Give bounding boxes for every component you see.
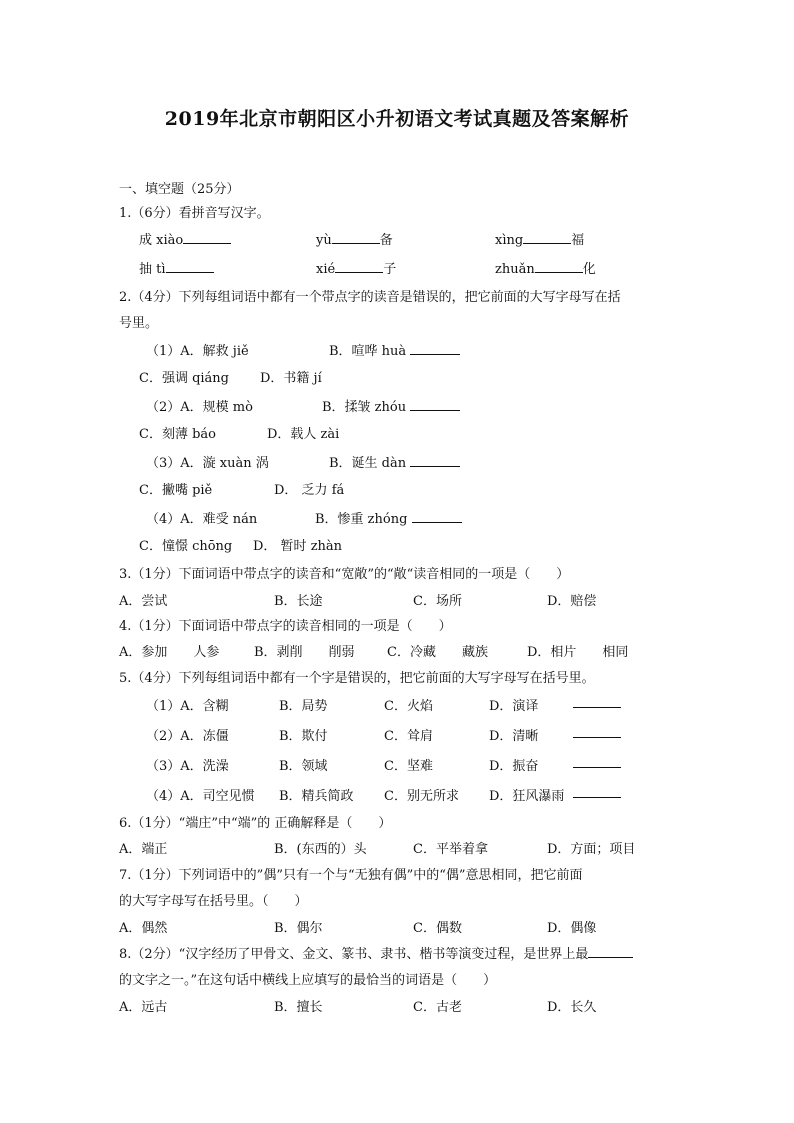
q7-option-b: B．偶尔: [274, 921, 323, 936]
q5-option: D．狂风瀑雨: [489, 789, 565, 804]
q5-option: B．领域: [279, 759, 328, 774]
q4-option-a: A．参加 人参: [119, 645, 220, 660]
question-6-stem: 6.（1分）“端庄”中“端”的 正确解释是（ ）: [119, 816, 392, 831]
question-2-stem-cont: 号里。: [119, 316, 159, 331]
q4-option-c: C．冷藏 藏族: [387, 645, 488, 660]
question-1-stem: 1.（6分）看拼音写汉字。: [119, 206, 270, 221]
answer-blank[interactable]: [573, 725, 621, 742]
q5-option: C．火焰: [384, 699, 433, 714]
q2-option: B．揉皱 zhóu: [322, 396, 460, 415]
question-4-stem: 4.（1分）下面词语中带点字的读音相同的一项是（ ）: [119, 619, 452, 634]
q2-option: C．撇嘴 piě: [139, 483, 213, 498]
q1-item: xìng 福: [495, 233, 585, 248]
question-8-stem-cont: 的文字之一。”在这句话中横线上应填写的最恰当的词语是（ ）: [119, 973, 497, 988]
q2-option: C．强调 qiáng: [139, 371, 230, 386]
answer-blank[interactable]: [183, 231, 231, 244]
q5-option: C．耸肩: [384, 729, 433, 744]
section-heading: 一、填空题（25分）: [119, 182, 240, 197]
q1-item: 成 xiào: [139, 229, 231, 248]
q1-item: yù 备: [316, 233, 393, 248]
q2-option: B．诞生 dàn: [329, 452, 460, 471]
question-3-stem: 3.（1分）下面词语中带点字的读音和“宽敞”的“敞“读音相同的一项是（ ）: [119, 567, 570, 582]
q2-option: （4）A．难受 nán: [146, 512, 258, 527]
q8-option-c: C．古老: [413, 1000, 462, 1015]
q5-option: B．欺付: [279, 729, 328, 744]
q5-option: C．坚难: [384, 759, 433, 774]
q5-option: D．演译: [489, 699, 539, 714]
q3-option-c: C．场所: [413, 594, 462, 609]
q2-option: B．喧哗 huà: [329, 340, 460, 359]
q6-option-b: B．(东西的）头: [274, 842, 367, 857]
answer-blank[interactable]: [166, 260, 214, 273]
q5-option: （4）A．司空见惯: [146, 789, 255, 804]
q2-option: D．书籍 jí: [260, 371, 322, 386]
q7-option-d: D．偶像: [547, 921, 597, 936]
q2-option: C．刻薄 báo: [139, 427, 216, 442]
q5-option: C．别无所求: [384, 789, 459, 804]
q5-option: （2）A．冻僵: [146, 729, 229, 744]
answer-blank[interactable]: [523, 231, 571, 244]
q1-item: zhuǎn 化: [495, 262, 596, 277]
q7-option-a: A．偶然: [119, 921, 168, 936]
q7-option-c: C．偶数: [413, 921, 462, 936]
q1-item: xié 子: [316, 262, 397, 277]
q4-option-b: B．剥削 削弱: [254, 645, 355, 660]
answer-blank[interactable]: [588, 945, 633, 958]
answer-blank[interactable]: [573, 755, 621, 772]
answer-blank[interactable]: [410, 398, 460, 411]
q5-option: （1）A．含糊: [146, 699, 229, 714]
q4-option-d: D．相片 相同: [527, 645, 629, 660]
q3-option-a: A．尝试: [119, 594, 168, 609]
answer-blank[interactable]: [410, 342, 460, 355]
answer-blank[interactable]: [335, 260, 383, 273]
question-5-stem: 5.（4分）下列每组词语中都有一个字是错误的，把它前面的大写字母写在括号里。: [119, 671, 595, 686]
q5-option: B．局势: [279, 699, 328, 714]
answer-blank[interactable]: [573, 695, 621, 712]
q5-option: （3）A．洗澡: [146, 759, 229, 774]
q2-option: D．载人 zài: [267, 427, 340, 442]
answer-blank[interactable]: [410, 454, 460, 467]
q2-option: D． 乏力 fá: [274, 483, 345, 498]
answer-blank[interactable]: [573, 785, 621, 802]
q3-option-b: B．长途: [274, 594, 323, 609]
q8-option-b: B．擅长: [274, 1000, 323, 1015]
q6-option-c: C．平举着拿: [413, 842, 488, 857]
q8-option-d: D．长久: [547, 1000, 597, 1015]
question-2-stem: 2.（4分）下列每组词语中都有一个带点字的读音是错误的，把它前面的大写字母写在括: [119, 290, 621, 305]
q8-option-a: A．远古: [119, 1000, 168, 1015]
q6-option-d: D．方面；项目: [547, 842, 636, 857]
q2-option: D． 暂时 zhàn: [253, 539, 343, 554]
q3-option-d: D．赔偿: [547, 594, 597, 609]
q5-option: D．振奋: [489, 759, 539, 774]
question-8-stem: 8.（2分）“汉字经历了甲骨文、金文、篆书、隶书、楷书等演变过程，是世界上最: [119, 943, 633, 962]
question-7-stem: 7.（1分）下列词语中的”偶”只有一个与“无独有偶”中的“偶”意思相同，把它前面: [119, 868, 583, 883]
q2-option: （1）A．解救 jiě: [146, 344, 249, 359]
q2-option: （3）A．漩 xuàn 涡: [146, 456, 269, 471]
answer-blank[interactable]: [535, 260, 583, 273]
answer-blank[interactable]: [332, 231, 380, 244]
answer-blank[interactable]: [412, 510, 462, 523]
q2-option: （2）A．规模 mò: [146, 400, 253, 415]
q1-item: 抽 tì: [139, 258, 214, 277]
question-7-stem-cont: 的大写字母写在括号里。（ ）: [119, 894, 308, 909]
q5-option: D．清晰: [489, 729, 539, 744]
q6-option-a: A．端正: [119, 842, 168, 857]
q2-option: B．惨重 zhóng: [315, 508, 462, 527]
q5-option: B．精兵简政: [279, 789, 354, 804]
q2-option: C．憧憬 chōng: [139, 539, 233, 554]
page-title: 2019年北京市朝阳区小升初语文考试真题及答案解析: [164, 108, 630, 130]
